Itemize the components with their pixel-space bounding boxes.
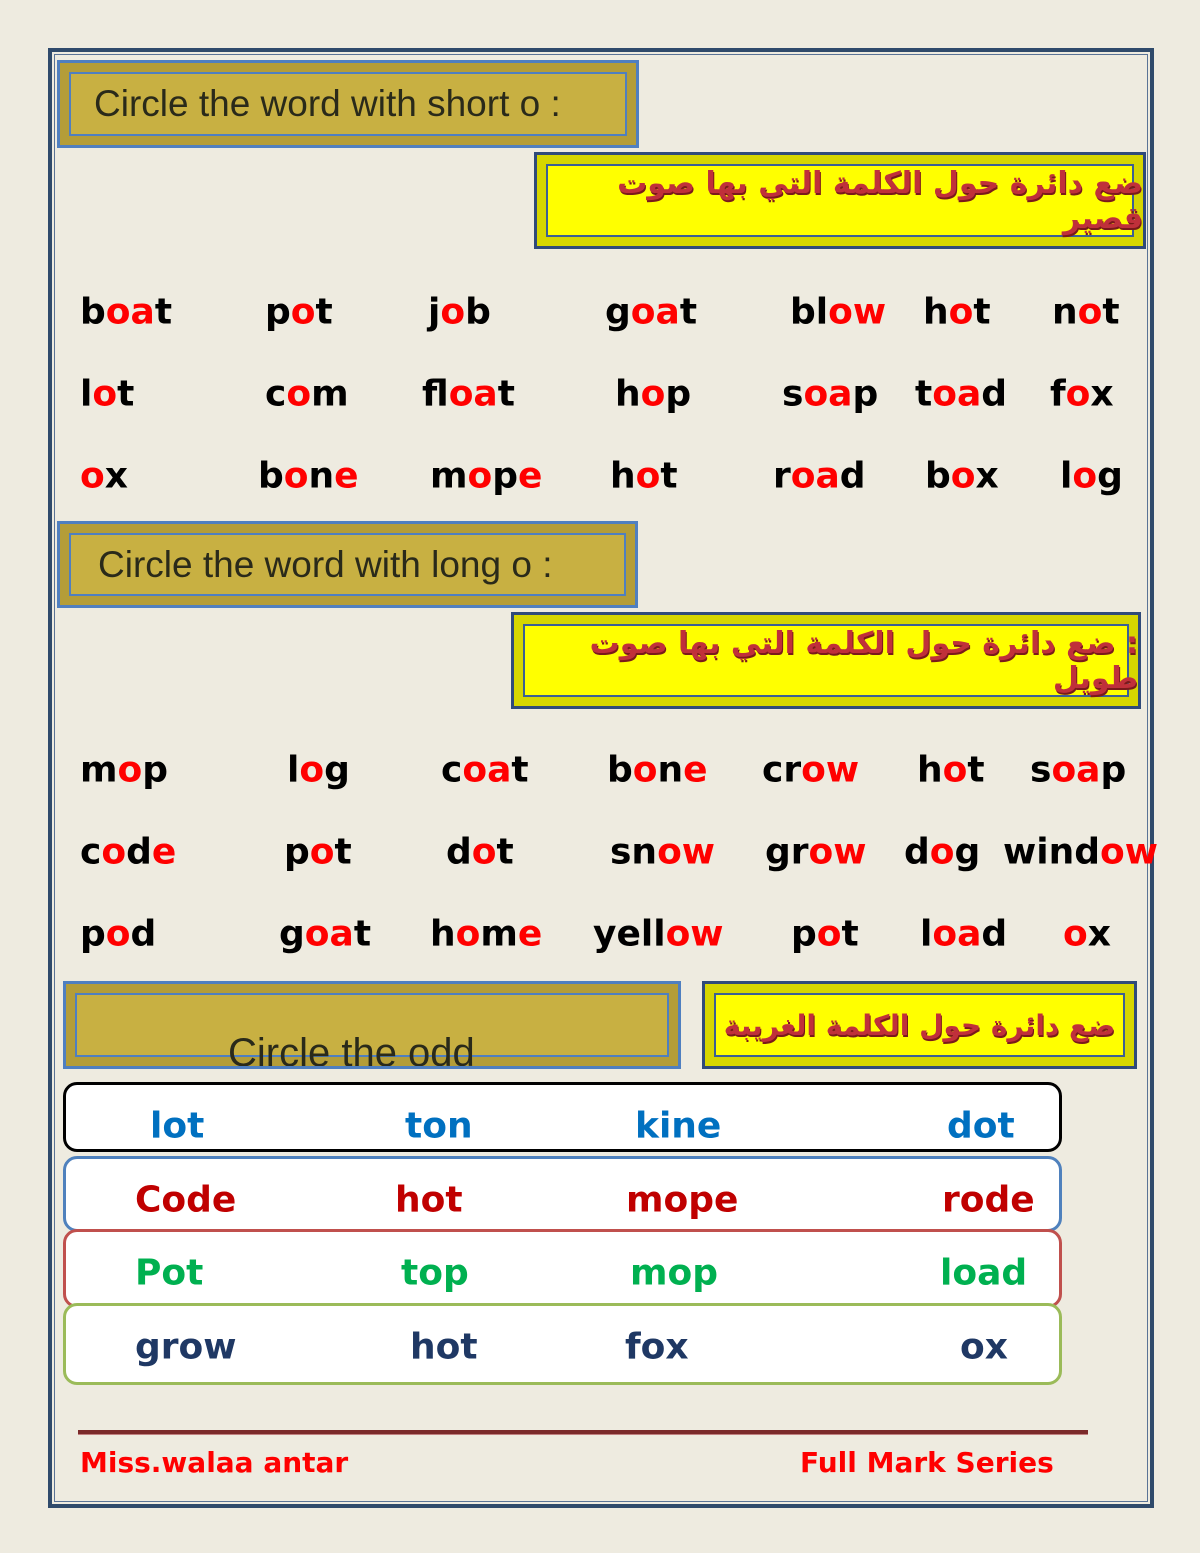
word-part: wind: [1003, 831, 1100, 873]
word-part: sn: [610, 831, 658, 873]
word-part: t: [334, 831, 352, 873]
word-item[interactable]: [791, 914, 859, 955]
word-item[interactable]: [1003, 832, 1158, 873]
footer-series: Full Mark Series: [800, 1446, 1054, 1479]
word-part: g: [954, 831, 981, 873]
word-item[interactable]: [610, 832, 715, 873]
word-item[interactable]: [284, 832, 352, 873]
word-highlight: o: [299, 749, 325, 791]
word-highlight: o: [440, 291, 466, 333]
word-part: t: [973, 291, 991, 333]
word-part: m: [430, 455, 468, 497]
word-item[interactable]: [790, 292, 886, 333]
word-item[interactable]: [605, 292, 697, 333]
word-item[interactable]: [80, 456, 128, 497]
odd-word[interactable]: mop: [630, 1252, 719, 1294]
word-part: h: [610, 455, 636, 497]
word-highlight: ow: [801, 749, 860, 791]
word-part: h: [917, 749, 943, 791]
word-part: d: [981, 913, 1008, 955]
word-item[interactable]: [446, 832, 514, 873]
word-highlight: o: [283, 455, 309, 497]
word-part: t: [117, 373, 135, 415]
word-highlight: ow: [1100, 831, 1158, 873]
word-part: t: [154, 291, 173, 333]
word-highlight: oa: [1051, 749, 1101, 791]
word-part: l: [80, 373, 93, 415]
word-item[interactable]: [925, 456, 999, 497]
odd-word[interactable]: top: [401, 1252, 469, 1294]
word-item[interactable]: [773, 456, 866, 497]
word-part: b: [258, 455, 284, 497]
word-part: p: [791, 913, 817, 955]
odd-word[interactable]: lot: [150, 1105, 205, 1147]
word-part: m: [80, 749, 118, 791]
word-highlight: o: [290, 291, 316, 333]
word-highlight: o: [92, 373, 118, 415]
word-highlight: e: [334, 455, 359, 497]
word-part: s: [1030, 749, 1052, 791]
word-part: t: [353, 913, 372, 955]
word-part: c: [265, 373, 287, 415]
section2-arabic-text: : ضع دائرة حول الكلمة التي بها صوت طويل: [589, 625, 1138, 696]
word-item[interactable]: [1050, 374, 1114, 415]
word-part: l: [1060, 455, 1073, 497]
word-part: gr: [765, 831, 809, 873]
odd-word[interactable]: load: [940, 1252, 1028, 1294]
footer-author: Miss.walaa antar: [80, 1446, 349, 1479]
word-item[interactable]: [782, 374, 878, 415]
word-item[interactable]: [917, 750, 985, 791]
word-highlight: o: [471, 831, 497, 873]
word-highlight: oa: [304, 913, 354, 955]
word-item[interactable]: [1030, 750, 1126, 791]
section1-title: [57, 60, 639, 148]
word-part: yell: [593, 913, 666, 955]
word-part: t: [967, 749, 985, 791]
section3-arabic-text: ضع دائرة حول الكلمة الغريبة: [723, 1008, 1116, 1042]
word-item[interactable]: [430, 456, 542, 497]
section1-title-text: Circle the word with short o :: [94, 83, 561, 124]
word-highlight: oa: [448, 373, 498, 415]
word-part: d: [130, 913, 157, 955]
word-highlight: oa: [630, 291, 680, 333]
word-part: t: [841, 913, 859, 955]
word-highlight: o: [455, 913, 481, 955]
word-part: h: [923, 291, 949, 333]
word-part: t: [511, 749, 529, 791]
word-item[interactable]: [765, 832, 867, 873]
word-highlight: o: [105, 913, 131, 955]
word-highlight: o: [950, 455, 976, 497]
word-item[interactable]: [441, 750, 529, 791]
word-item[interactable]: [265, 292, 333, 333]
word-part: s: [782, 373, 804, 415]
odd-word[interactable]: dot: [947, 1105, 1015, 1147]
word-part: g: [1097, 455, 1123, 497]
word-part: n: [657, 749, 684, 791]
word-item[interactable]: [80, 374, 134, 415]
word-part: p: [665, 373, 692, 415]
word-item[interactable]: [1052, 292, 1120, 333]
word-highlight: o: [948, 291, 974, 333]
word-part: c: [80, 831, 102, 873]
word-part: p: [492, 455, 519, 497]
word-part: f: [1050, 373, 1066, 415]
section3-title-text: Circle the odd: [228, 1031, 475, 1069]
odd-word[interactable]: rode: [942, 1179, 1035, 1221]
word-item[interactable]: [428, 292, 491, 333]
section2-title: [57, 521, 638, 608]
word-item[interactable]: [422, 374, 515, 415]
word-highlight: oa: [105, 291, 155, 333]
word-highlight: oa: [790, 455, 840, 497]
word-part: l: [287, 749, 300, 791]
word-highlight: o: [117, 749, 143, 791]
word-part: d: [904, 831, 930, 873]
word-item[interactable]: [607, 750, 708, 791]
odd-word[interactable]: kine: [635, 1105, 722, 1147]
word-part: d: [839, 455, 866, 497]
word-highlight: o: [286, 373, 312, 415]
word-part: p: [265, 291, 291, 333]
word-item[interactable]: [762, 750, 859, 791]
word-item[interactable]: [265, 374, 349, 415]
word-part: x: [975, 455, 999, 497]
word-part: l: [920, 913, 933, 955]
word-part: n: [1052, 291, 1078, 333]
word-highlight: e: [517, 913, 543, 955]
word-part: x: [104, 455, 128, 497]
odd-word[interactable]: hot: [410, 1326, 478, 1368]
word-highlight: o: [942, 749, 968, 791]
word-highlight: o: [1065, 373, 1091, 415]
word-item[interactable]: [287, 750, 350, 791]
word-part: t: [497, 373, 515, 415]
word-highlight: o: [1072, 455, 1098, 497]
word-highlight: o: [1077, 291, 1103, 333]
word-highlight: o: [309, 831, 335, 873]
word-part: t: [315, 291, 333, 333]
odd-row: [63, 1082, 1062, 1152]
word-highlight: ow: [828, 291, 887, 333]
odd-word[interactable]: hot: [395, 1179, 463, 1221]
word-part: p: [142, 749, 169, 791]
section3-title: [63, 981, 681, 1069]
odd-word[interactable]: ton: [405, 1105, 473, 1147]
word-part: g: [324, 749, 350, 791]
word-item[interactable]: [610, 456, 678, 497]
word-highlight: o: [816, 913, 842, 955]
word-part: x: [1090, 373, 1114, 415]
word-part: h: [615, 373, 641, 415]
odd-row: [63, 1229, 1062, 1308]
word-highlight: o: [101, 831, 127, 873]
word-part: p: [852, 373, 879, 415]
word-part: b: [925, 455, 951, 497]
word-part: cr: [762, 749, 802, 791]
section1-arabic-banner: [534, 152, 1146, 249]
word-part: fl: [422, 373, 449, 415]
word-part: t: [496, 831, 514, 873]
word-part: bl: [790, 291, 829, 333]
odd-word[interactable]: grow: [135, 1326, 237, 1368]
word-item[interactable]: [904, 832, 980, 873]
word-part: t: [660, 455, 678, 497]
odd-word[interactable]: Code: [135, 1179, 237, 1221]
word-item[interactable]: [430, 914, 542, 955]
word-highlight: ow: [657, 831, 716, 873]
footer-divider: [78, 1430, 1088, 1435]
word-part: d: [981, 373, 1008, 415]
word-part: h: [430, 913, 456, 955]
word-item[interactable]: [920, 914, 1007, 955]
word-part: m: [480, 913, 518, 955]
word-item[interactable]: [1060, 456, 1123, 497]
section2-title-text: Circle the word with long o :: [98, 543, 553, 585]
word-part: r: [773, 455, 791, 497]
word-highlight: oa: [932, 373, 982, 415]
word-item[interactable]: [923, 292, 991, 333]
word-highlight: o: [640, 373, 666, 415]
word-highlight: o: [929, 831, 955, 873]
word-part: m: [311, 373, 349, 415]
section1-arabic-text: ضع دائرة حول الكلمة التي بها صوت قصير: [617, 165, 1143, 236]
word-part: g: [605, 291, 631, 333]
word-highlight: o: [80, 455, 105, 497]
section2-arabic-banner: [511, 612, 1141, 709]
word-part: d: [126, 831, 152, 873]
word-highlight: ow: [808, 831, 867, 873]
word-item[interactable]: [80, 832, 176, 873]
word-item[interactable]: [80, 750, 168, 791]
word-highlight: e: [683, 749, 708, 791]
word-part: t: [679, 291, 698, 333]
odd-word[interactable]: Pot: [135, 1252, 204, 1294]
word-highlight: o: [635, 455, 661, 497]
odd-word[interactable]: ox: [960, 1326, 1008, 1368]
word-part: j: [428, 291, 441, 333]
word-item[interactable]: [258, 456, 359, 497]
word-item[interactable]: [915, 374, 1007, 415]
word-part: x: [1087, 913, 1111, 955]
word-highlight: o: [1063, 913, 1088, 955]
word-part: b: [465, 291, 491, 333]
word-highlight: o: [467, 455, 493, 497]
word-highlight: oa: [462, 749, 512, 791]
word-part: p: [80, 913, 106, 955]
word-highlight: o: [632, 749, 658, 791]
word-part: p: [1100, 749, 1127, 791]
word-part: n: [308, 455, 335, 497]
word-part: p: [284, 831, 310, 873]
word-highlight: oa: [803, 373, 853, 415]
word-item[interactable]: [279, 914, 371, 955]
word-item[interactable]: [80, 292, 172, 333]
word-part: d: [446, 831, 472, 873]
section3-arabic-banner: [702, 981, 1137, 1069]
word-part: b: [80, 291, 106, 333]
word-part: b: [607, 749, 633, 791]
word-highlight: e: [151, 831, 177, 873]
word-highlight: e: [518, 455, 543, 497]
word-part: g: [279, 913, 305, 955]
word-part: t: [1102, 291, 1120, 333]
odd-word[interactable]: fox: [625, 1326, 689, 1368]
word-part: c: [441, 749, 463, 791]
word-item[interactable]: [615, 374, 691, 415]
word-item[interactable]: [593, 914, 724, 955]
word-item[interactable]: [80, 914, 156, 955]
word-highlight: oa: [932, 913, 982, 955]
word-item[interactable]: [1063, 914, 1111, 955]
odd-word[interactable]: mope: [626, 1179, 739, 1221]
word-highlight: ow: [665, 913, 724, 955]
word-part: t: [915, 373, 933, 415]
